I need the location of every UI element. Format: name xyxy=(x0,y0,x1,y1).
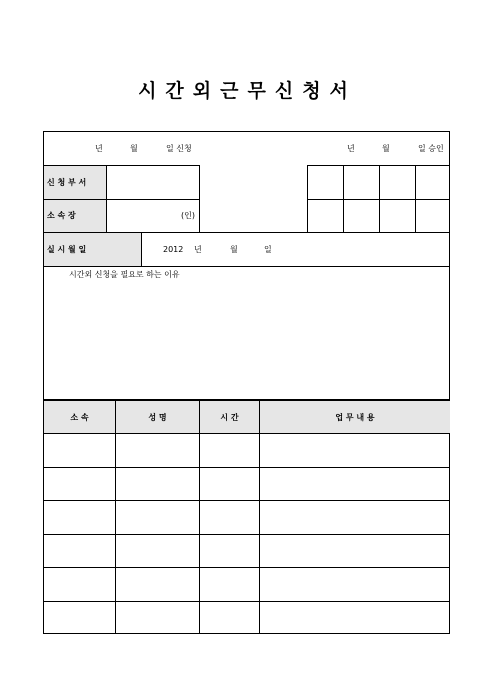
table-row[interactable] xyxy=(44,602,450,633)
approval-box-3-top[interactable] xyxy=(380,166,415,199)
header-affiliation: 소 속 xyxy=(70,413,89,422)
department-field[interactable] xyxy=(107,166,199,199)
approval-box-4-bottom[interactable] xyxy=(416,200,450,232)
document-title: 시간외근무신청서 xyxy=(138,80,357,102)
department-label: 신 청 부 서 xyxy=(47,178,87,187)
header-time: 시 간 xyxy=(220,413,239,422)
work-date-field[interactable] xyxy=(142,233,450,266)
reason-label: 시간외 신청을 필요로 하는 이유 xyxy=(69,270,180,279)
approval-year-label: 년 xyxy=(347,144,355,153)
request-month-label: 월 xyxy=(130,144,138,153)
approval-box-2-bottom[interactable] xyxy=(344,200,379,232)
table-row[interactable] xyxy=(44,434,450,467)
work-date-month-label: 월 xyxy=(230,245,238,254)
request-day-label: 일 신청 xyxy=(166,144,192,153)
seal-label: (인) xyxy=(181,211,195,220)
approval-box-3-bottom[interactable] xyxy=(380,200,415,232)
work-date-label: 실 시 월 일 xyxy=(47,245,87,254)
approval-box-1-bottom[interactable] xyxy=(308,200,343,232)
overtime-request-form xyxy=(43,131,450,634)
request-year-label: 년 xyxy=(95,144,103,153)
reason-textarea[interactable] xyxy=(44,282,450,399)
approval-box-1-top[interactable] xyxy=(308,166,343,199)
approval-month-label: 월 xyxy=(382,144,390,153)
table-row[interactable] xyxy=(44,535,450,567)
header-work-content: 업 무 내 용 xyxy=(335,413,375,422)
work-date-day-label: 일 xyxy=(264,245,272,254)
work-date-year-label: 년 xyxy=(194,245,202,254)
table-row[interactable] xyxy=(44,501,450,534)
table-row[interactable] xyxy=(44,568,450,601)
head-label: 소 속 장 xyxy=(47,211,76,220)
approval-box-2-top[interactable] xyxy=(344,166,379,199)
approval-box-4-top[interactable] xyxy=(416,166,450,199)
header-name: 성 명 xyxy=(148,413,167,422)
approval-day-label: 일 승인 xyxy=(418,144,444,153)
work-date-year-value: 2012 xyxy=(163,245,184,254)
table-row[interactable] xyxy=(44,468,450,500)
